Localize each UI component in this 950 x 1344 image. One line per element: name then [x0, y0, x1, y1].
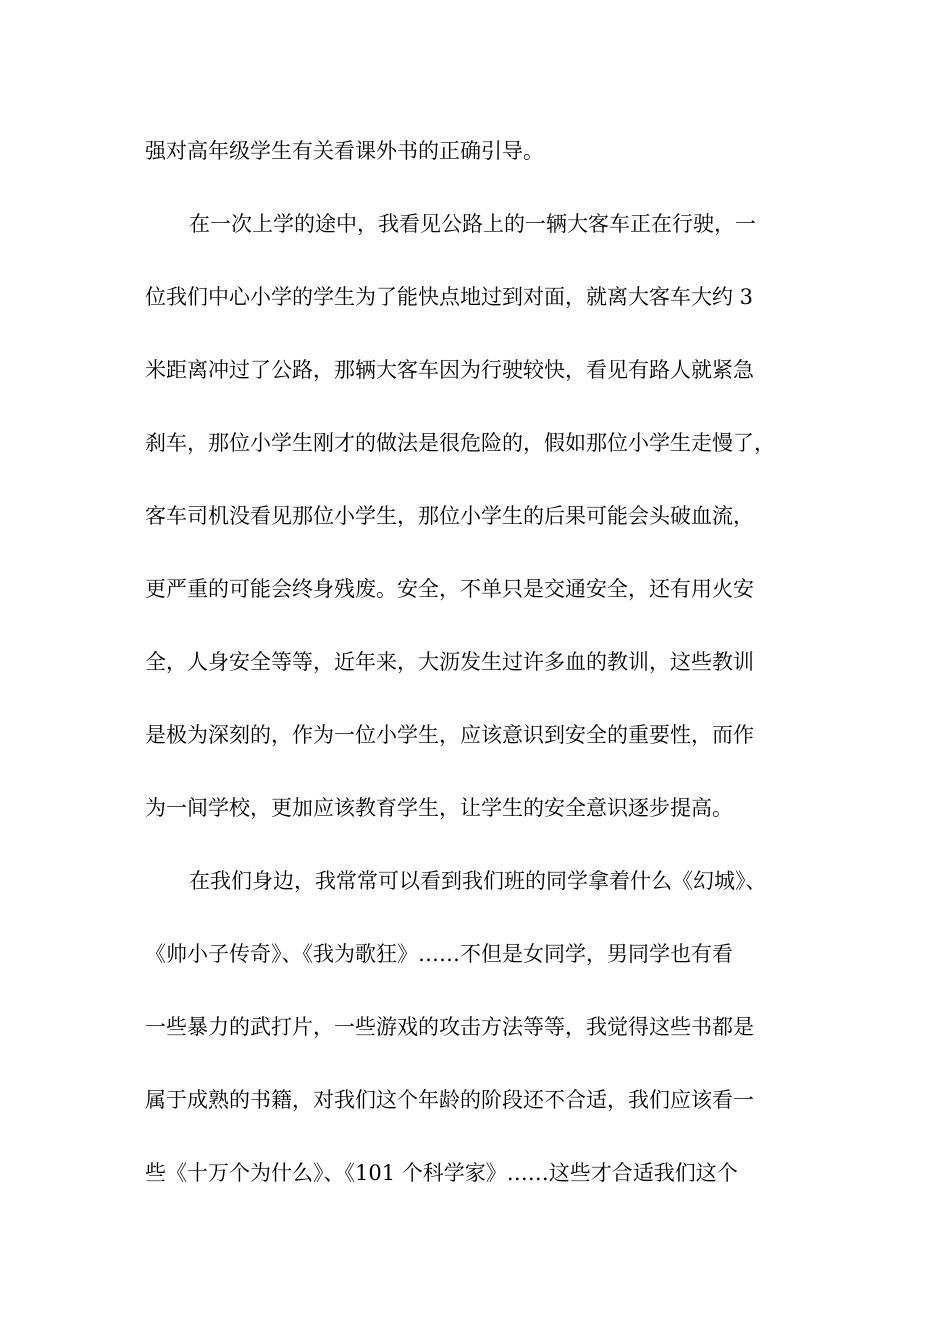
text-line: 一些暴力的武打片，一些游戏的攻击方法等等，我觉得这些书都是	[145, 1015, 754, 1039]
paragraph-first-line: 在一次上学的途中，我看见公路上的一辆大客车正在行驶，一	[189, 212, 756, 236]
text-line: 为一间学校，更加应该教育学生，让学生的安全意识逐步提高。	[145, 796, 733, 820]
text-line: 客车司机没看见那位小学生，那位小学生的后果可能会头破血流，	[145, 504, 754, 528]
text-line: 更严重的可能会终身残废。安全，不单只是交通安全，还有用火安	[145, 577, 754, 601]
text-line: 米距离冲过了公路，那辆大客车因为行驶较快，看见有路人就紧急	[145, 358, 754, 382]
text-line: 强对高年级学生有关看课外书的正确引导。	[145, 139, 544, 163]
text-line: 全，人身安全等等，近年来，大沥发生过许多血的教训，这些教训	[145, 650, 754, 674]
text-line: 位我们中心小学的学生为了能快点地过到对面，就离大客车大约 3	[145, 285, 754, 309]
text-line: 些《十万个为什么》、《101 个科学家》……这些才合适我们这个	[145, 1161, 738, 1185]
text-line: 是极为深刻的，作为一位小学生，应该意识到安全的重要性，而作	[145, 723, 754, 747]
text-line: 《帅小子传奇》、《我为歌狂》……不但是女同学，男同学也有看	[145, 942, 733, 966]
paragraph-first-line: 在我们身边，我常常可以看到我们班的同学拿着什么《幻城》、	[189, 869, 767, 893]
text-line: 属于成熟的书籍，对我们这个年龄的阶段还不合适，我们应该看一	[145, 1088, 754, 1112]
text-line: 刹车，那位小学生刚才的做法是很危险的，假如那位小学生走慢了，	[145, 431, 775, 455]
